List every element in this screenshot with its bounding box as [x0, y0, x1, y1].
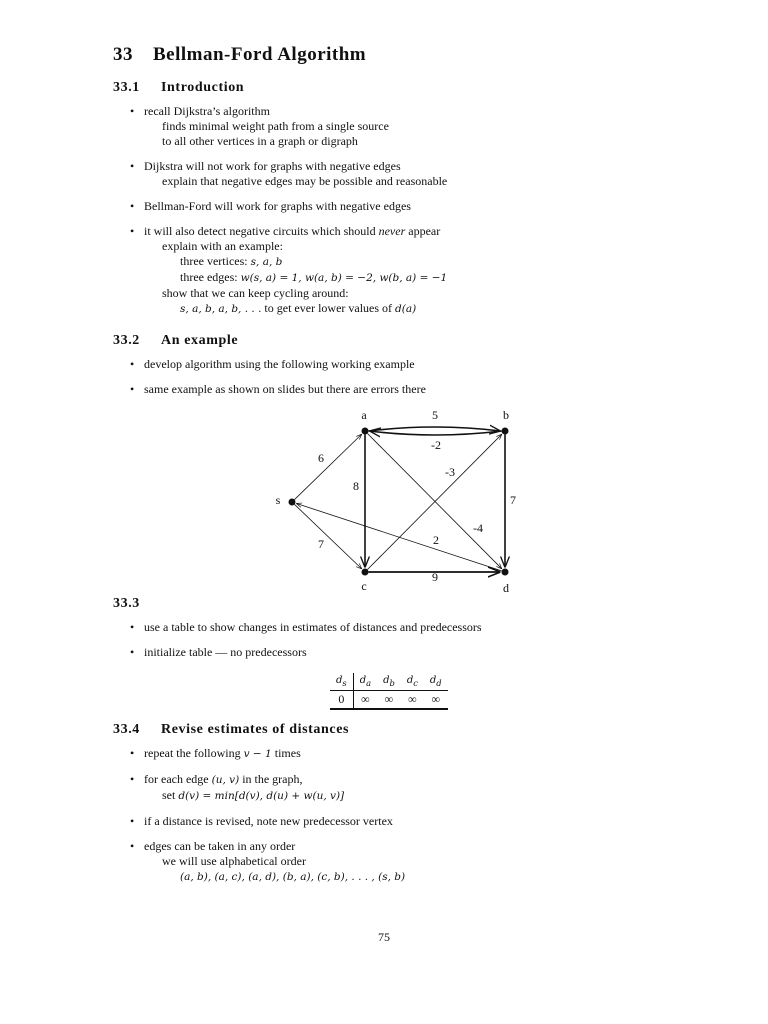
list-item: • use a table to show changes in estimates of distances and predecessors [130, 620, 482, 635]
math-run: (u, v) [211, 774, 240, 786]
graph-node-s [289, 499, 296, 506]
edge-weight-label: -2 [431, 438, 441, 452]
text-run: appear [408, 224, 441, 238]
emphasis-text: never [378, 224, 406, 238]
list-item [130, 839, 405, 885]
table-row [330, 691, 448, 710]
edge-weight-label: 5 [432, 408, 438, 422]
list-line: • Dijkstra will not work for graphs with negative edges [144, 159, 401, 173]
math-run: w(s, a) = 1, w(a, b) = −2, w(b, a) = −1 [240, 272, 448, 284]
table-cell: ∞ [353, 691, 377, 710]
text-run: it will also detect negative circuits which should [144, 224, 376, 238]
node-label: s [275, 493, 281, 507]
list-line [144, 788, 405, 804]
edge-weight-label: 7 [318, 537, 324, 551]
node-label: d [503, 581, 509, 595]
edge-weight-label: 7 [510, 493, 516, 507]
text-run: for each edge [144, 772, 209, 786]
list-line: • Bellman-Ford will work for graphs with negative edges [144, 199, 411, 213]
node-label: b [503, 408, 509, 422]
math-run: (a, b), (a, c), (a, d), (b, a), (c, b), . . . , (s, b) [180, 871, 406, 883]
list-item [130, 772, 405, 804]
math-run: d(v) = min[d(v), d(u) + w(u, v)] [178, 790, 345, 802]
node-label: c [361, 579, 367, 593]
section-title: An example [161, 333, 239, 348]
table-cell: ∞ [377, 691, 401, 710]
table-cell: ∞ [401, 691, 424, 710]
table-cell: 0 [330, 691, 353, 710]
subscript: c [413, 678, 418, 688]
edge-weight-label: -3 [445, 465, 455, 479]
section-heading-revise [113, 722, 349, 738]
chapter-number: 33 [113, 44, 133, 65]
table-header: $d_d$ [424, 673, 448, 691]
section-number: 33.4 [113, 722, 140, 737]
table-header: $d_c$ [401, 673, 424, 691]
text-run: set [162, 788, 176, 802]
graph-edge-s-a [295, 434, 362, 499]
list-line: we will use alphabetical order [162, 854, 306, 868]
section-number: 33.1 [113, 80, 140, 95]
list-line [144, 772, 405, 788]
revise-list [130, 746, 405, 885]
list-item: • same example as shown on slides but there are errors there [130, 382, 426, 397]
distance-table [330, 673, 448, 710]
subscript: b [389, 678, 395, 688]
list-line: • edges can be taken in any order [144, 839, 296, 853]
list-line: to all other vertices in a graph or digraph [162, 134, 358, 148]
node-label: a [361, 408, 367, 422]
list-line: finds minimal weight path from a single source [162, 119, 389, 133]
text-run: in the graph, [242, 772, 303, 786]
math-run: s, a, b [250, 256, 283, 268]
chapter-title-text: Bellman-Ford Algorithm [153, 44, 367, 65]
list-item: • if a distance is revised, note new predecessor vertex [130, 814, 405, 829]
graph-node-a [362, 428, 369, 435]
table-list [130, 620, 482, 660]
list-item: • initialize table — no predecessors [130, 645, 482, 660]
edge-weight-label: 6 [318, 451, 324, 465]
subscript: d [436, 678, 442, 688]
section-title: Introduction [161, 80, 245, 95]
table-cell: ∞ [424, 691, 448, 710]
table-header: $d_b$ [377, 673, 401, 691]
table-header: $d_s$ [330, 673, 353, 691]
text-run: three edges: [180, 270, 238, 284]
edge-weight-label: 9 [432, 570, 438, 584]
text-run: three vertices: [180, 254, 248, 268]
subscript: a [366, 678, 372, 688]
text-run: repeat the following [144, 746, 241, 760]
section-title: Revise estimates of distances [161, 722, 350, 737]
edge-weight-label: 8 [353, 479, 359, 493]
graph-node-c [362, 569, 369, 576]
section-heading-table [113, 596, 161, 612]
math-run: v − 1 [243, 748, 272, 760]
math-run: s, a, b, a, b, . . . [180, 303, 262, 315]
edge-weight-label: -4 [473, 521, 483, 535]
text-run: times [274, 746, 301, 760]
graph-edge-a-b [369, 427, 501, 431]
text-run: to get ever lower values of [264, 301, 393, 315]
math-run: d(a) [395, 303, 417, 315]
list-line [144, 869, 405, 885]
page-number: 75 [378, 930, 390, 944]
graph-node-b [502, 428, 509, 435]
graph-node-d [502, 569, 509, 576]
graph-edge-b-a [370, 431, 502, 435]
table-header: $d_a$ [353, 673, 377, 691]
list-item: • develop algorithm using the following working example [130, 357, 426, 372]
list-line: • recall Dijkstra’s algorithm [144, 104, 270, 118]
section-number: 33.2 [113, 333, 140, 348]
list-line: explain with an example: [162, 239, 283, 253]
list-line: explain that negative edges may be possible and reasonable [162, 174, 448, 188]
subscript: s [342, 678, 347, 688]
section-number: 33.3 [113, 596, 140, 611]
list-item [130, 746, 405, 762]
list-line: show that we can keep cycling around: [162, 286, 349, 300]
edge-weight-label: 2 [433, 533, 439, 547]
